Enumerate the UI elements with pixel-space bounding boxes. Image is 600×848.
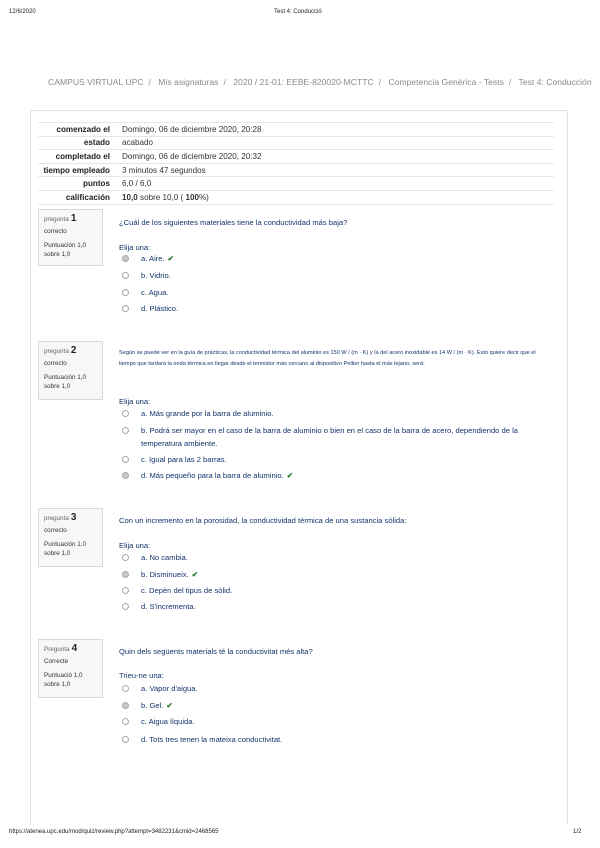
summary-value: Domingo, 06 de diciembre 2020, 20:32	[116, 150, 554, 164]
question-number: pregunta 3	[44, 512, 77, 523]
question-number: pregunta 1	[44, 213, 77, 224]
summary-label: puntos	[38, 177, 116, 191]
breadcrumb: CAMPUS VIRTUAL UPC / Mis asignaturas / 2020 / 21-01: EEBE-820020-MCTTC / Competencia Genérica - Tests / Test 4: Conducción	[48, 77, 592, 87]
print-date: 12/6/2020	[9, 9, 36, 15]
question-grade: Puntuació 1,0 sobre 1,0	[44, 672, 83, 688]
question-state: correcto	[44, 527, 67, 534]
question-state: Correcte	[44, 658, 69, 665]
radio-button[interactable]	[122, 571, 129, 578]
radio-button[interactable]	[122, 456, 129, 463]
print-url: https://atenea.upc.edu/mod/quiz/review.php?attempt=3482231&cmid=2468565	[9, 829, 219, 835]
radio-button[interactable]	[122, 272, 129, 279]
question-text: ¿Cuál de los siguientes materiales tiene la conductividad más baja?	[119, 218, 348, 227]
radio-button[interactable]	[122, 587, 129, 594]
radio-button[interactable]	[122, 702, 129, 709]
radio-button[interactable]	[122, 410, 129, 417]
answer-prompt: Elija una:	[119, 541, 151, 550]
radio-button[interactable]	[122, 685, 129, 692]
question-info	[38, 639, 103, 698]
question-number: Pregunta 4	[44, 643, 78, 654]
radio-button[interactable]	[122, 255, 129, 262]
question-grade: Puntuación 1,0 sobre 1,0	[44, 541, 87, 557]
answer-prompt: Elija una:	[119, 243, 151, 252]
radio-button[interactable]	[122, 554, 129, 561]
answer-option[interactable]: d. Plástico.	[122, 303, 554, 316]
print-page-number: 1/2	[573, 829, 582, 835]
answer-option[interactable]: b. Podrá ser mayor en el caso de la barra de aluminio o bien en el caso de la barra de acero, dependiendo de la temperatura ambiente.	[122, 425, 554, 450]
radio-button[interactable]	[122, 289, 129, 296]
summary-value: acabado	[116, 136, 554, 150]
answer-option[interactable]: c. Depèn del tipus de sòlid.	[122, 585, 554, 598]
summary-grade	[116, 190, 554, 204]
answer-option[interactable]: d. Tots tres tenen la mateixa conductivitat.	[122, 734, 554, 747]
question-info	[38, 209, 103, 266]
question-text: Con un incremento en la porosidad, la conductividad térmica de una sustancia sólida:	[119, 516, 407, 525]
answer-option[interactable]: d. S'incrementa.	[122, 601, 554, 614]
answer-option[interactable]: c. Agua.	[122, 287, 554, 300]
answer-option[interactable]: c. Igual para las 2 barras.	[122, 454, 554, 467]
question-state: correcto	[44, 360, 67, 367]
answer-option[interactable]: a. Vapor d'aigua.	[122, 683, 554, 696]
print-title: Test 4: Conducció	[274, 9, 322, 15]
question-text: Según se puede ver en la guía de prácticas, la conductividad térmica del aluminio es 150 W / (m · K) y la del acero inoxidable es 14 W / (m · K). Esto quiere decir que el tiempo que tardará la onda térmica en llegar desde el termistor más cercano al dispositivo Peltier hasta el más lejano, será:	[119, 350, 536, 367]
answer-option[interactable]: a. Aire. ✔	[122, 253, 554, 266]
answer-option[interactable]: c. Aigua líquida.	[122, 716, 554, 729]
summary-label: calificación	[38, 190, 116, 204]
summary-label: tiempo empleado	[38, 163, 116, 177]
check-icon: ✔	[167, 254, 175, 263]
breadcrumb-item[interactable]: 2020 / 21-01: EEBE-820020-MCTTC	[233, 77, 374, 87]
attempt-summary	[38, 122, 554, 205]
summary-value: 6,0 / 6,0	[116, 177, 554, 191]
grade-score: 10,0	[122, 192, 138, 202]
grade-percent: 100	[185, 192, 199, 202]
radio-button[interactable]	[122, 427, 129, 434]
question-grade: Puntuación 1,0 sobre 1,0	[44, 374, 87, 390]
question-text: Quin dels següents materials té la conductivitat més alta?	[119, 647, 313, 656]
summary-label: comenzado el	[38, 123, 116, 137]
answer-option[interactable]: d. Más pequeño para la barra de aluminio. ✔	[122, 470, 554, 483]
radio-button[interactable]	[122, 472, 129, 479]
breadcrumb-item[interactable]: Test 4: Conducción	[518, 77, 592, 87]
summary-label: completado el	[38, 150, 116, 164]
summary-value: Domingo, 06 de diciembre 2020, 20:28	[116, 123, 554, 137]
answer-option[interactable]: a. No cambia.	[122, 552, 554, 565]
check-icon: ✔	[286, 471, 294, 480]
summary-value: 3 minutos 47 segundos	[116, 163, 554, 177]
summary-label: estado	[38, 136, 116, 150]
radio-button[interactable]	[122, 305, 129, 312]
check-icon: ✔	[191, 570, 199, 579]
grade-max: sobre 10,0 (	[140, 192, 184, 202]
check-icon: ✔	[166, 701, 173, 710]
breadcrumb-item[interactable]: Competencia Genérica - Tests	[388, 77, 504, 87]
question-info	[38, 341, 103, 400]
breadcrumb-item[interactable]: CAMPUS VIRTUAL UPC	[48, 77, 144, 87]
answer-prompt: Trieu-ne una:	[119, 671, 164, 680]
question-grade: Puntuación 1,0 sobre 1,0	[44, 242, 87, 258]
answer-option[interactable]: b. Vidrio.	[122, 270, 554, 283]
answer-option[interactable]: a. Más grande por la barra de aluminio.	[122, 408, 554, 421]
grade-percent-sign: %)	[198, 192, 209, 202]
answer-prompt: Elija una:	[119, 397, 151, 406]
answer-option[interactable]: b. Disminueix. ✔	[122, 569, 554, 582]
radio-button[interactable]	[122, 718, 129, 725]
radio-button[interactable]	[122, 603, 129, 610]
question-number: pregunta 2	[44, 345, 77, 356]
answer-option[interactable]: b. Gel. ✔	[122, 700, 554, 713]
question-info	[38, 508, 103, 567]
breadcrumb-item[interactable]: Mis asignaturas	[158, 77, 219, 87]
question-state: correcto	[44, 228, 67, 235]
radio-button[interactable]	[122, 736, 129, 743]
